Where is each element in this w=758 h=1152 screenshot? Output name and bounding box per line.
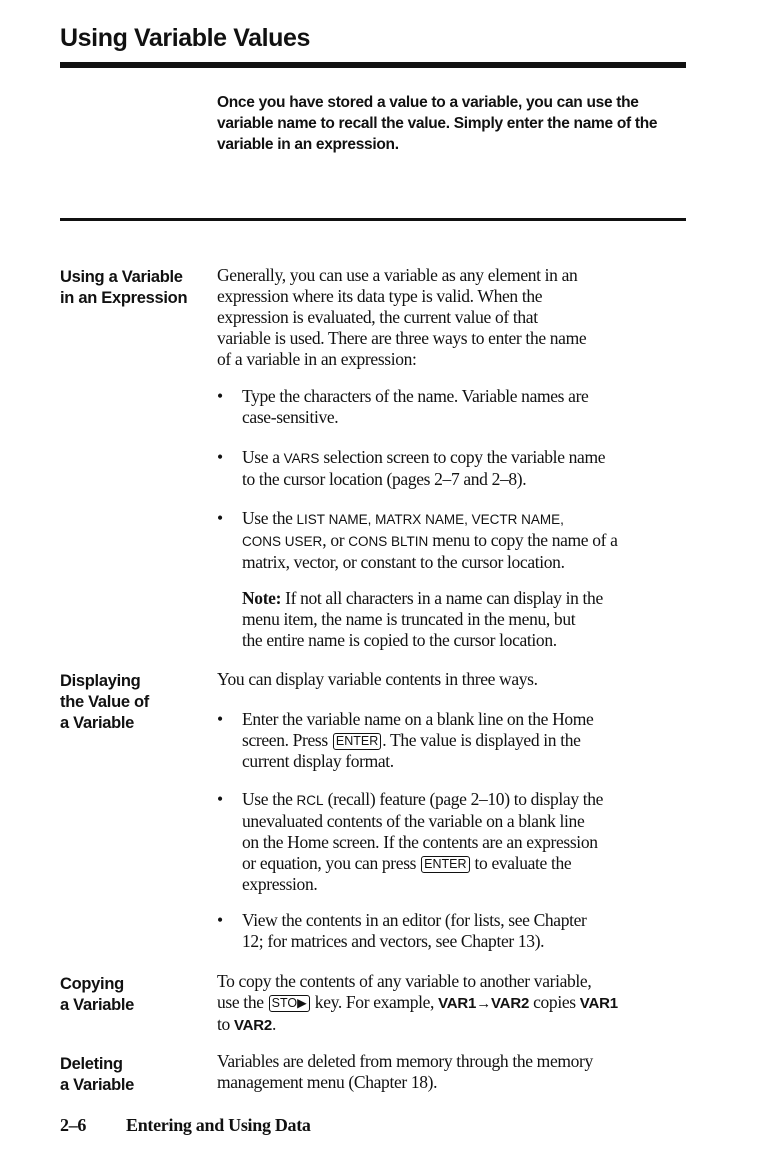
heading-copying-variable: Copying a Variable [60,975,135,1014]
paragraph-copying-variable: To copy the contents of any variable to another variable, use the STO▶ key. For example, VAR1→VAR2 copies VAR1 to VAR2. [217,971,618,1034]
paragraph-displaying-value: You can display variable contents in three ways. [217,669,538,689]
enter-key: ENTER [421,856,469,873]
page-title: Using Variable Values [60,24,311,52]
section-rule [60,218,686,221]
list-item: • Enter the variable name on a blank line on the Home screen. Press ENTER . The value is displayed in the current display format. [217,709,594,771]
intro-text: Once you have stored a value to a variable, you can use the variable name to recall the value. Simply enter the name of the variable in an expression. [217,94,658,153]
bullet-icon: • [217,709,223,729]
menu-name-rcl: RCL [296,793,324,808]
heading-deleting-variable: Deleting a Variable [60,1055,135,1094]
menu-names: LIST NAME, MATRX NAME, VECTR NAME, [296,512,564,527]
bullet-icon: • [217,789,223,809]
example-expression: VAR1→VAR2 [438,995,530,1012]
list-item: • Use a VARS selection screen to copy the variable name to the cursor location (pages 2–7 and 2–8). [217,447,606,489]
heading-using-variable: Using a Variable in an Expression [60,268,188,307]
chapter-title: Entering and Using Data [126,1115,311,1135]
bullet-icon: • [217,508,223,528]
header-rule [60,62,686,68]
bullet-icon: • [217,910,223,930]
list-item: • Use the RCL (recall) feature (page 2–10) to display the unevaluated contents of the variable on a blank line on the Home screen. If the contents are an expression or equation, you can press ENTER to evaluate the expression. [217,789,604,894]
bullet-icon: • [217,386,223,406]
page-footer [60,1115,311,1136]
menu-name-vars: VARS [283,451,320,466]
menu-name-cons-user: CONS USER [242,534,323,549]
paragraph-using-variable: Generally, you can use a variable as any element in an expression where its data type is valid. When the expression is evaluated, the current value of that variable is used. There are three ways to enter the name of a variable in an expression: [217,265,587,369]
heading-displaying-value: Displaying the Value of a Variable [60,672,150,732]
note-label: Note: [242,588,282,608]
note-block: Note: If not all characters in a name can display in the menu item, the name is truncated in the menu, but the entire name is copied to the cursor location. [242,588,603,650]
paragraph-deleting-variable: Variables are deleted from memory through the memory management menu (Chapter 18). [217,1051,593,1092]
enter-key: ENTER [333,733,381,750]
sto-key: STO▶ [269,995,310,1012]
bullet-icon: • [217,447,223,467]
list-item: • Type the characters of the name. Variable names are case-sensitive. [217,386,589,427]
list-item: • Use the LIST NAME, MATRX NAME, VECTR NAME, CONS USER, or CONS BLTIN menu to copy the name of a matrix, vector, or constant to the cursor location. [217,508,618,572]
menu-name-cons-bltin: CONS BLTIN [348,534,429,549]
list-item: • View the contents in an editor (for lists, see Chapter 12; for matrices and vectors, see Chapter 13). [217,910,587,951]
page-number: 2–6 [60,1115,87,1135]
